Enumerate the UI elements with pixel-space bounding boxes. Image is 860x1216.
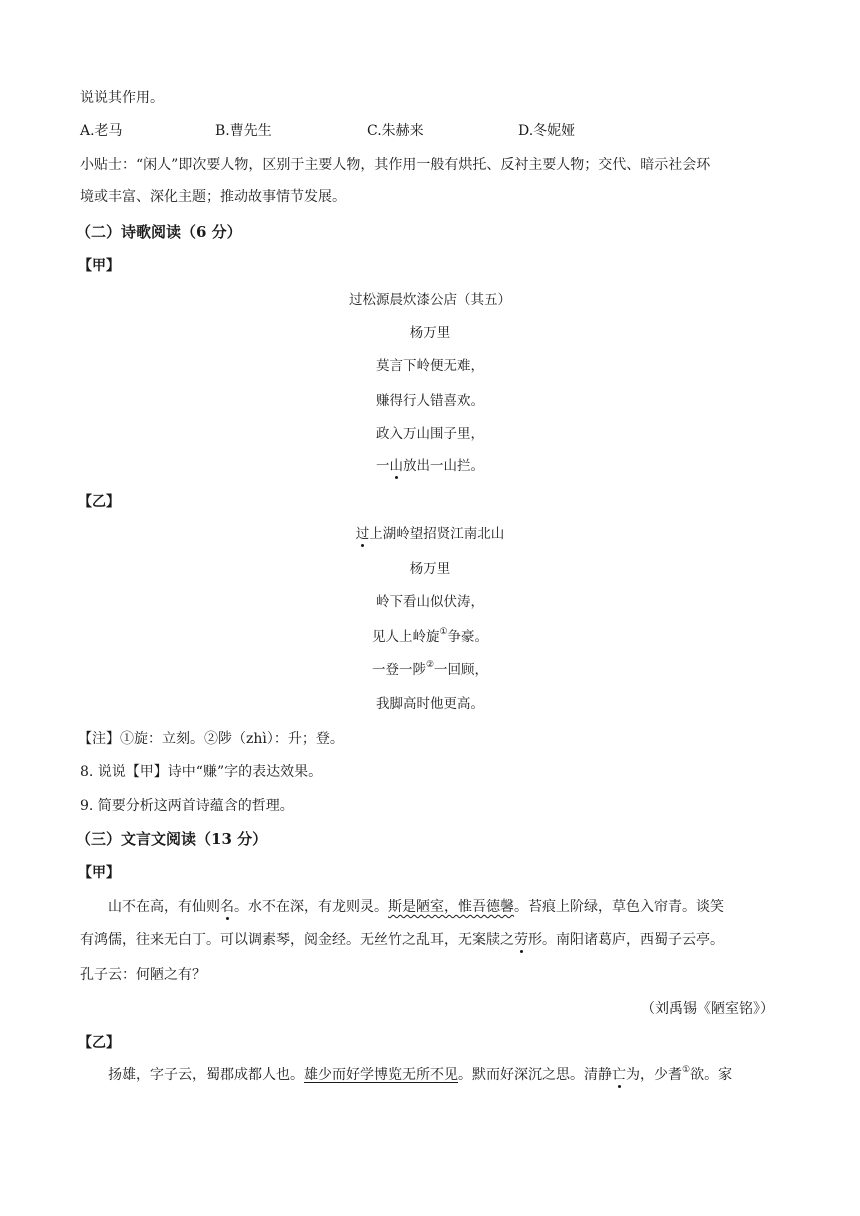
poem-jia-line-4-a: 一 [376, 458, 390, 474]
prose-jia-line-2-c: 形。南阳诸葛庐，西蜀子云亭。 [528, 932, 724, 948]
prose-yi-line-1-e: 为，少耆 [626, 1067, 682, 1083]
option-c: C.朱赫来 [367, 123, 424, 139]
poem-jia-title: 过松源晨炊漆公店（其五） [349, 292, 511, 308]
intro-line: 说说其作用。 [80, 90, 164, 106]
prose-jia-line-2 [80, 930, 724, 950]
question-9: 9. 简要分析这两首诗蕴含的哲理。 [80, 798, 294, 814]
option-b: B.曹先生 [215, 123, 272, 139]
footnote-marker-3: ① [682, 1065, 691, 1075]
prose-jia-line-3: 孔子云：何陋之有？ [80, 967, 206, 983]
prose-yi-line-1-a: 扬雄，字子云，蜀郡成都人也。 [108, 1067, 304, 1083]
prose-jia-line-1-c: 。水不在深，有龙则灵。 [234, 899, 388, 915]
poem-yi-line-1: 岭下看山似伏涛， [376, 594, 484, 610]
poem-note: 【注】①旋：立刻。②陟（zhì）：升；登。 [78, 731, 344, 747]
prose-yi-line-1-c: 。默而好深沉之思。清静 [458, 1067, 612, 1083]
poem-jia-tag: 【甲】 [78, 258, 120, 274]
option-a: A.老马 [80, 123, 123, 139]
poem-jia-line-2: 赚得行人错喜欢。 [376, 393, 484, 409]
poem-yi-title [0, 524, 860, 544]
section-3-title: （三）文言文阅读（13 分） [76, 830, 268, 848]
section-2-title: （二）诗歌阅读（6 分） [76, 223, 242, 241]
prose-jia-tag: 【甲】 [78, 865, 120, 881]
prose-jia-line-1-a: 山不在高，有仙则 [108, 899, 220, 915]
emphasis-char-wang: 亡 [612, 1067, 626, 1083]
prose-jia-line-1-e: 。苔痕上阶绿，草色入帘青。谈笑 [514, 899, 724, 915]
emphasis-char-lao: 劳 [514, 932, 528, 948]
poem-yi-line-3-a: 一登一陟 [371, 662, 426, 678]
poem-jia-line-4-c: 放出一山拦。 [403, 458, 484, 474]
poem-jia-line-1: 莫言下岭便无难， [376, 358, 484, 374]
prose-yi-line-1 [108, 1065, 732, 1085]
emphasis-char-ming: 名 [220, 899, 234, 915]
prose-yi-line-1-f: 欲。家 [690, 1067, 733, 1083]
wavy-underlined-phrase: 斯是陋室，惟吾德馨 [388, 899, 514, 915]
question-8: 8. 说说【甲】诗中“赚”字的表达效果。 [80, 764, 323, 780]
option-d: D.冬妮娅 [518, 123, 576, 139]
footnote-marker-2: ② [425, 660, 435, 670]
poem-yi-line-4: 我脚高时他更高。 [376, 696, 484, 712]
poem-yi-line-3-b: 一回顾， [434, 662, 489, 678]
poem-jia-line-3: 政入万山围子里， [376, 426, 484, 442]
poem-yi-title-rest: 上湖岭望招贤江南北山 [369, 526, 505, 542]
prose-jia-line-2-a: 有鸿儒，往来无白丁。可以调素琴，阅金经。无丝竹之乱耳，无案牍之 [80, 932, 514, 948]
prose-yi-tag: 【乙】 [78, 1035, 120, 1051]
poem-jia-author: 杨万里 [409, 325, 451, 341]
poem-yi-author: 杨万里 [409, 561, 451, 577]
tip-line-2: 境或丰富、深化主题；推动故事情节发展。 [80, 189, 346, 205]
poem-jia-line-4 [0, 456, 860, 476]
underlined-sentence: 雄少而好学博览无所不见 [304, 1067, 458, 1083]
tip-line-1: 小贴士：“闲人”即次要人物，区别于主要人物，其作用一般有烘托、反衬主要人物；交代、暗示社会环 [80, 157, 711, 173]
poem-yi-line-2 [0, 627, 860, 647]
poem-yi-line-3 [0, 660, 860, 680]
emphasis-char-guo: 过 [355, 526, 370, 542]
prose-jia-source: （刘禹锡《陋室铭》） [641, 1001, 774, 1017]
poem-yi-line-2-a: 见人上岭旋 [371, 629, 440, 645]
prose-jia-line-1 [108, 897, 724, 917]
poem-yi-line-2-b: 争豪。 [447, 629, 489, 645]
emphasis-char-shan: 山 [389, 458, 403, 474]
footnote-marker-1: ① [439, 627, 448, 637]
poem-yi-tag: 【乙】 [78, 494, 120, 510]
